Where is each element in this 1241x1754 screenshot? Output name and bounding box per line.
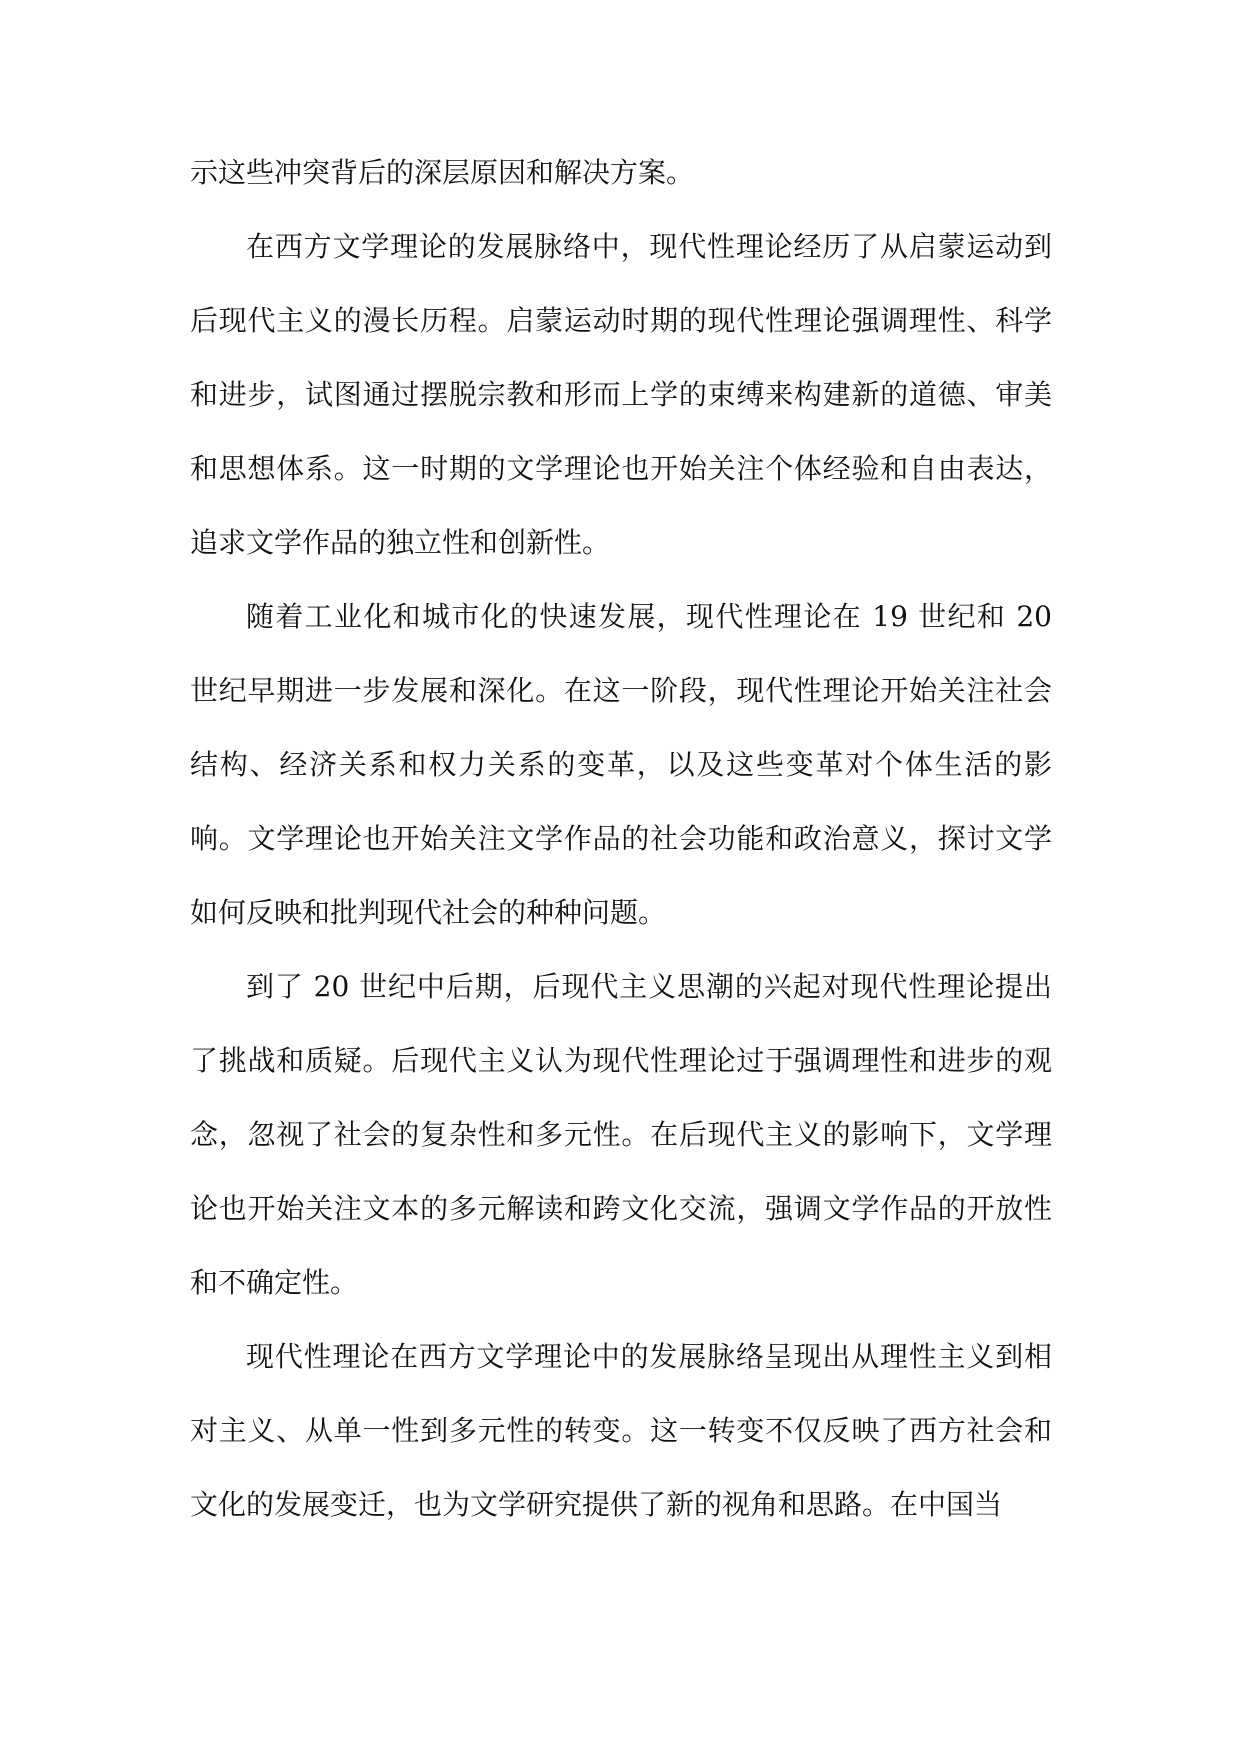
paragraph-postmodernism: 到了 20 世纪中后期，后现代主义思潮的兴起对现代性理论提出了挑战和质疑。后现代主义认为现代性理论过于强调理性和进步的观念，忽视了社会的复杂性和多元性。在后现代主义的影响下，文学理论也开始关注文本的多元解读和跨文化交流，强调文学作品的开放性和不确定性。 bbox=[190, 970, 1052, 1299]
paragraph-continuation: 示这些冲突背后的深层原因和解决方案。 bbox=[190, 156, 695, 189]
paragraph-enlightenment: 在西方文学理论的发展脉络中，现代性理论经历了从启蒙运动到后现代主义的漫长历程。启蒙运动时期的现代性理论强调理性、科学和进步，试图通过摆脱宗教和形而上学的束缚来构建新的道德、审美和思想体系。这一时期的文学理论也开始关注个体经验和自由表达，追求文学作品的独立性和创新性。 bbox=[190, 230, 1052, 559]
paragraph-industrialization: 随着工业化和城市化的快速发展，现代性理论在 19 世纪和 20 世纪早期进一步发展和深化。在这一阶段，现代性理论开始关注社会结构、经济关系和权力关系的变革，以及这些变革对个体生活的影响。文学理论也开始关注文学作品的社会功能和政治意义，探讨文学如何反映和批判现代社会的种种问题。 bbox=[190, 600, 1052, 929]
document-body bbox=[190, 136, 1052, 1542]
paragraph-summary: 现代性理论在西方文学理论中的发展脉络呈现出从理性主义到相对主义、从单一性到多元性的转变。这一转变不仅反映了西方社会和文化的发展变迁，也为文学研究提供了新的视角和思路。在中国当 bbox=[190, 1340, 1052, 1521]
